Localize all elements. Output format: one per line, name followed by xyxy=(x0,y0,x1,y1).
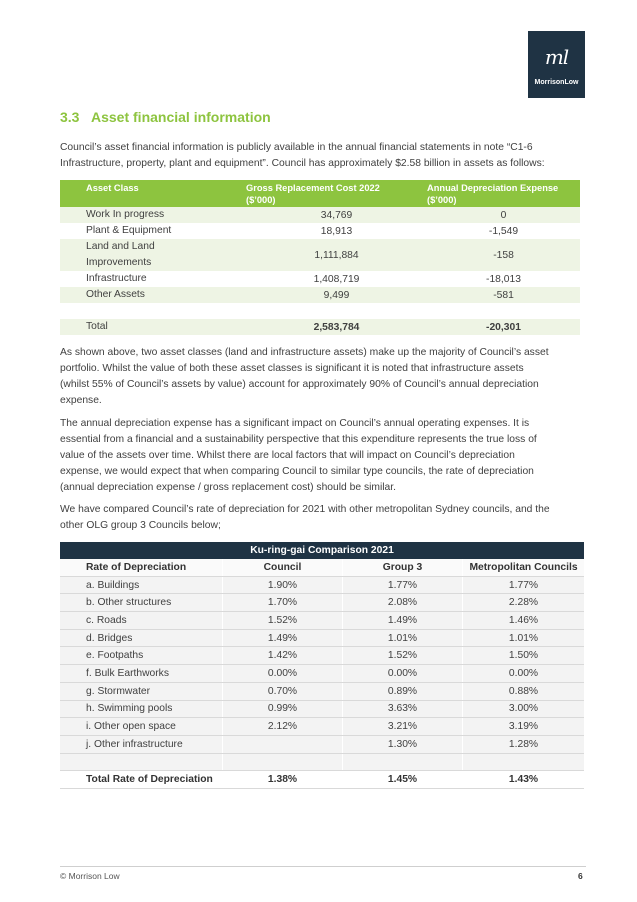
logo-name: MorrisonLow xyxy=(534,79,579,86)
header-rate: Rate of Depreciation xyxy=(86,561,187,573)
asset-class-table xyxy=(60,180,580,335)
section-title: Asset financial information xyxy=(91,109,271,125)
table-row-blank xyxy=(60,754,584,772)
cell-council: 2.12% xyxy=(222,718,342,735)
cell-grc: 2,583,784 xyxy=(313,321,360,333)
paragraph-line: value of the assets over time. Whilst there are local factors that will impact on Council’s depreciation xyxy=(60,450,515,461)
cell-group3 xyxy=(342,754,462,771)
cell-label: i. Other open space xyxy=(60,718,222,735)
cell-grc: 9,499 xyxy=(323,289,350,301)
header-gross-replacement-cost xyxy=(246,182,427,207)
table-row xyxy=(60,647,584,665)
table-row xyxy=(60,612,584,630)
table-row xyxy=(60,701,584,719)
morrisonlow-logo xyxy=(528,31,585,98)
cell-label: j. Other infrastructure xyxy=(60,736,222,753)
paragraph-line: As shown above, two asset classes (land and infrastructure assets) make up the majority of Council’s asset xyxy=(60,347,549,358)
cell-metro xyxy=(462,754,584,771)
cell-asset-class: Plant & Equipment xyxy=(86,225,172,236)
cell-ade: -158 xyxy=(493,249,514,261)
cell-ade: -1,549 xyxy=(488,225,519,237)
cell-asset-class: Other Assets xyxy=(86,289,145,300)
header-line: ($’000) xyxy=(427,195,457,205)
footer-divider xyxy=(60,866,586,867)
cell-asset-class: Work In progress xyxy=(86,209,165,220)
cell-council: 0.99% xyxy=(222,701,342,718)
cell-council: 1.38% xyxy=(222,771,342,788)
paragraph-line: portfolio. Whilst the value of both these asset classes is significant it is noted that infrastructure assets xyxy=(60,363,524,374)
cell-council xyxy=(222,736,342,753)
cell-metro: 2.28% xyxy=(462,594,584,611)
table-row-blank xyxy=(60,303,580,319)
footer-copyright: © Morrison Low xyxy=(60,871,120,881)
cell-label: g. Stormwater xyxy=(60,683,222,700)
cell-label: f. Bulk Earthworks xyxy=(60,665,222,682)
cell-grc: 18,913 xyxy=(320,225,353,237)
page-number: 6 xyxy=(578,871,583,881)
cell-metro: 1.28% xyxy=(462,736,584,753)
cell-grc: 34,769 xyxy=(320,209,353,221)
cell-line: Land and Land xyxy=(86,241,155,252)
paragraph-line: expense, we would expect that when comparing Council to similar type councils, the rate of depreciation xyxy=(60,466,534,477)
cell-group3: 0.00% xyxy=(342,665,462,682)
header-line: ($’000) xyxy=(246,195,276,205)
table-row xyxy=(60,577,584,595)
section-number: 3.3 xyxy=(60,109,80,125)
cell-metro: 1.01% xyxy=(462,630,584,647)
cell-council xyxy=(222,754,342,771)
table-row xyxy=(60,665,584,683)
table-row-total xyxy=(60,319,580,335)
cell-metro: 1.77% xyxy=(462,577,584,594)
cell-metro: 3.00% xyxy=(462,701,584,718)
header-group3: Group 3 xyxy=(342,559,462,576)
table-row xyxy=(60,223,580,239)
intro-paragraph xyxy=(60,140,580,172)
paragraph-line: (whilst 55% of Council’s assets by value) account for approximately 90% of Council’s annual depreciation xyxy=(60,379,539,390)
cell-group3: 1.01% xyxy=(342,630,462,647)
table-row xyxy=(60,287,580,303)
header-line: Annual Depreciation Expense xyxy=(427,183,559,193)
cell-asset-class: Total xyxy=(86,321,108,332)
cell-label: c. Roads xyxy=(60,612,222,629)
cell-council: 1.90% xyxy=(222,577,342,594)
cell-metro: 1.43% xyxy=(462,771,584,788)
cell-metro: 1.46% xyxy=(462,612,584,629)
cell-group3: 2.08% xyxy=(342,594,462,611)
table-row xyxy=(60,594,584,612)
comparison-table-title: Ku-ring-gai Comparison 2021 xyxy=(60,542,584,559)
header-metro: Metropolitan Councils xyxy=(462,559,584,576)
cell-label: e. Footpaths xyxy=(60,647,222,664)
cell-group3: 1.77% xyxy=(342,577,462,594)
table-row xyxy=(60,207,580,223)
cell-group3: 1.45% xyxy=(342,771,462,788)
comparison-table-header xyxy=(60,559,584,577)
header-line: Gross Replacement Cost 2022 xyxy=(246,183,380,193)
table-row xyxy=(60,683,584,701)
cell-label: b. Other structures xyxy=(60,594,222,611)
cell-council: 1.70% xyxy=(222,594,342,611)
logo-mark: ml xyxy=(544,45,569,69)
cell-grc: 1,111,884 xyxy=(314,249,359,261)
cell-council: 1.42% xyxy=(222,647,342,664)
header-council: Council xyxy=(222,559,342,576)
paragraph-line: Council’s asset financial information is publicly available in the annual financial statements in note “C1-6 xyxy=(60,142,533,153)
table-row xyxy=(60,718,584,736)
paragraph-line: Infrastructure, property, plant and equipment”. Council has approximately $2.58 billion in assets as follows: xyxy=(60,158,545,169)
cell-group3: 1.52% xyxy=(342,647,462,664)
cell-ade: -18,013 xyxy=(486,273,521,285)
cell-asset-class xyxy=(60,239,246,271)
cell-line: Improvements xyxy=(86,257,152,268)
paragraph-line: essential from a financial and a sustainability perspective that this expenditure represents the true loss of xyxy=(60,434,537,445)
cell-council: 0.00% xyxy=(222,665,342,682)
cell-council: 1.52% xyxy=(222,612,342,629)
cell-label: a. Buildings xyxy=(60,577,222,594)
cell-council: 1.49% xyxy=(222,630,342,647)
comparison-paragraph xyxy=(60,502,580,534)
paragraph-line: expense. xyxy=(60,395,102,406)
cell-council: 0.70% xyxy=(222,683,342,700)
cell-ade: -20,301 xyxy=(486,321,521,333)
asset-table-header xyxy=(60,180,580,207)
table-row xyxy=(60,630,584,648)
header-asset-class: Asset Class xyxy=(86,183,139,193)
table-row-total xyxy=(60,771,584,789)
cell-group3: 1.49% xyxy=(342,612,462,629)
cell-label xyxy=(60,754,222,771)
cell-group3: 3.21% xyxy=(342,718,462,735)
cell-metro: 0.00% xyxy=(462,665,584,682)
paragraph-line: (annual depreciation expense / gross replacement cost) should be similar. xyxy=(60,482,396,493)
table-row xyxy=(60,271,580,287)
table-row xyxy=(60,239,580,271)
paragraph-line: other OLG group 3 Councils below; xyxy=(60,520,221,531)
cell-asset-class: Infrastructure xyxy=(86,273,147,284)
cell-ade: -581 xyxy=(493,289,514,301)
cell-metro: 0.88% xyxy=(462,683,584,700)
cell-group3: 1.30% xyxy=(342,736,462,753)
depreciation-paragraph xyxy=(60,416,580,496)
cell-label: d. Bridges xyxy=(60,630,222,647)
cell-ade: 0 xyxy=(500,209,507,221)
paragraph-line: We have compared Council’s rate of depreciation for 2021 with other metropolitan Sydney councils, and the xyxy=(60,504,550,515)
section-heading xyxy=(60,109,271,125)
depreciation-comparison-table xyxy=(60,542,584,789)
cell-group3: 3.63% xyxy=(342,701,462,718)
cell-group3: 0.89% xyxy=(342,683,462,700)
table-row xyxy=(60,736,584,754)
cell-metro: 3.19% xyxy=(462,718,584,735)
cell-label: h. Swimming pools xyxy=(60,701,222,718)
header-annual-depreciation xyxy=(427,182,580,207)
cell-grc: 1,408,719 xyxy=(313,273,360,285)
cell-metro: 1.50% xyxy=(462,647,584,664)
analysis-paragraph xyxy=(60,345,580,409)
paragraph-line: The annual depreciation expense has a significant impact on Council’s annual operating expenses. It is xyxy=(60,418,530,429)
cell-label: Total Rate of Depreciation xyxy=(86,774,213,786)
